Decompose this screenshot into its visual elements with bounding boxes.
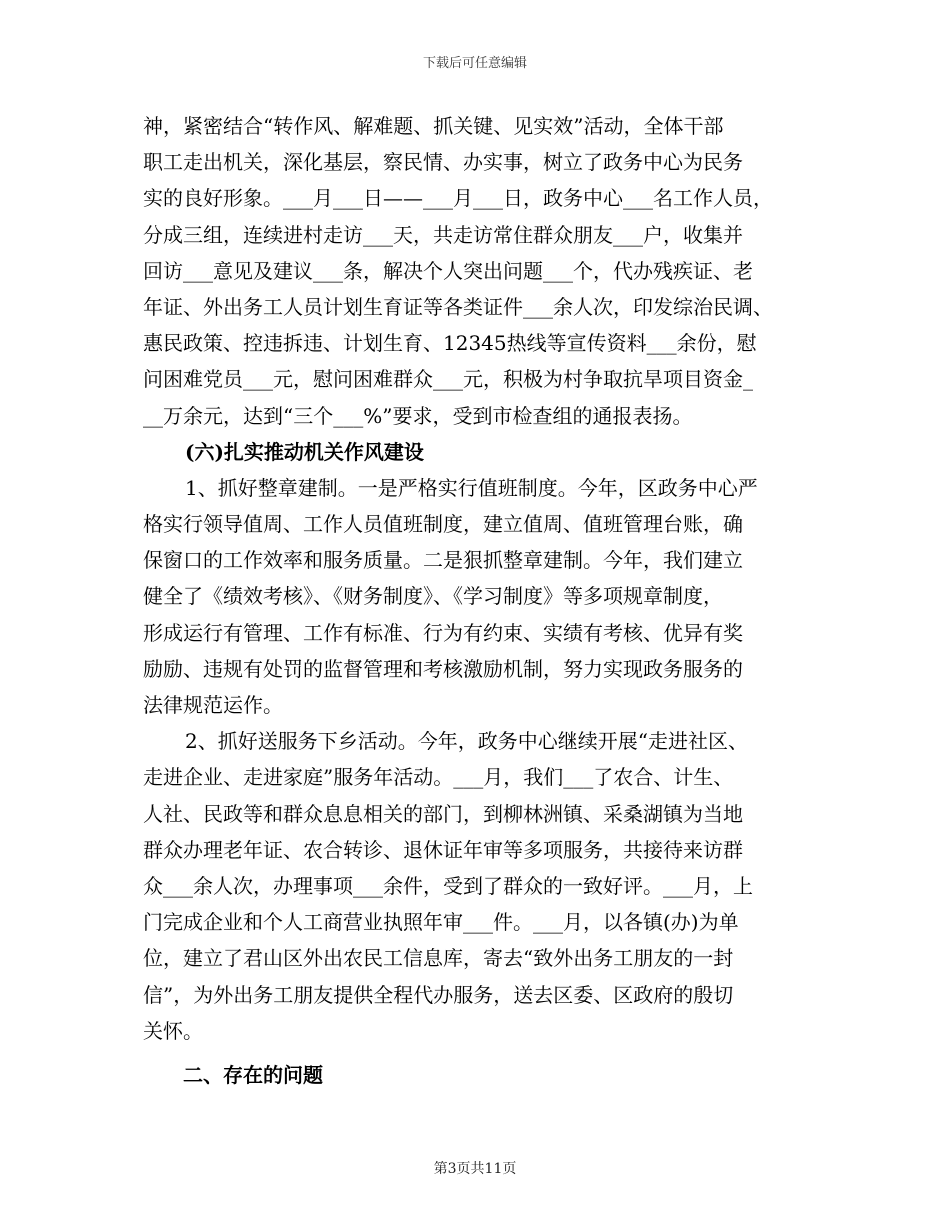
paragraph-line: 2、抓好送服务下乡活动。今年，政务中心继续开展“走进社区、 bbox=[185, 729, 748, 754]
paragraph-line: 人社、民政等和群众息息相关的部门，到柳林洲镇、采桑湖镇为当地 bbox=[143, 801, 743, 826]
paragraph-line: 问困难党员___元，慰问困难群众___元，积极为村争取抗旱项目资金_ bbox=[143, 367, 753, 392]
document-body bbox=[143, 108, 823, 1093]
paragraph-line: 职工走出机关，深化基层，察民情、办实事，树立了政务中心为民务 bbox=[143, 150, 743, 175]
paragraph-line: 门完成企业和个人工商营业执照年审___件。___月，以各镇(办)为单 bbox=[143, 910, 739, 935]
paragraph-line: 保窗口的工作效率和服务质量。二是狠抓整章建制。今年，我们建立 bbox=[143, 548, 743, 573]
paragraph-line: 惠民政策、控违拆违、计划生育、12345热线等宣传资料___余份，慰 bbox=[143, 331, 757, 356]
paragraph-line: 励励、违规有处罚的监督管理和考核激励机制，努力实现政务服务的 bbox=[143, 656, 743, 681]
paragraph-line: 实的良好形象。___月___日——___月___日，政务中心___名工作人员， bbox=[143, 186, 773, 211]
paragraph-line: 神，紧密结合“转作风、解难题、抓关键、见实效”活动，全体干部 bbox=[143, 114, 724, 138]
paragraph-line: 健全了《绩效考核》、《财务制度》、《学习制度》等多项规章制度， bbox=[143, 584, 723, 609]
page-footer: 第3页共11页 bbox=[433, 1161, 517, 1177]
paragraph-line: __万余元，达到“三个___%”要求，受到市检查组的通报表扬。 bbox=[143, 403, 693, 428]
paragraph-line: 信”，为外出务工朋友提供全程代办服务，送去区委、区政府的殷切 bbox=[143, 982, 734, 1007]
page-header: 下载后可任意编辑 bbox=[422, 56, 527, 71]
section-heading: (六)扎实推动机关作风建设 bbox=[185, 439, 424, 464]
paragraph-line: 回访___意见及建议___条，解决个人突出问题___个，代办残疾证、老 bbox=[143, 258, 753, 283]
paragraph-line: 关怀。 bbox=[143, 1018, 203, 1043]
paragraph-line: 群众办理老年证、农合转诊、退休证年审等多项服务，共接待来访群 bbox=[143, 837, 743, 862]
paragraph-line: 年证、外出务工人员计划生育证等各类证件___余人次，印发综治民调、 bbox=[143, 294, 773, 319]
paragraph-line: 走进企业、走进家庭”服务年活动。___月，我们___了农合、计生、 bbox=[143, 765, 734, 790]
paragraph-line: 位，建立了君山区外出农民工信息库，寄去“致外出务工朋友的一封 bbox=[143, 946, 734, 971]
paragraph-line: 法律规范运作。 bbox=[143, 693, 283, 717]
paragraph-line: 分成三组，连续进村走访___天，共走访常住群众朋友___户，收集并 bbox=[143, 222, 743, 247]
paragraph-line: 众___余人次，办理事项___余件，受到了群众的一致好评。___月，上 bbox=[143, 873, 753, 898]
section-heading: 二、存在的问题 bbox=[183, 1062, 323, 1087]
paragraph-line: 1、抓好整章建制。一是严格实行值班制度。今年，区政务中心严 bbox=[185, 475, 758, 500]
paragraph-line: 形成运行有管理、工作有标准、行为有约束、实绩有考核、优异有奖 bbox=[143, 620, 743, 645]
paragraph-line: 格实行领导值周、工作人员值班制度，建立值周、值班管理台账，确 bbox=[143, 512, 743, 537]
